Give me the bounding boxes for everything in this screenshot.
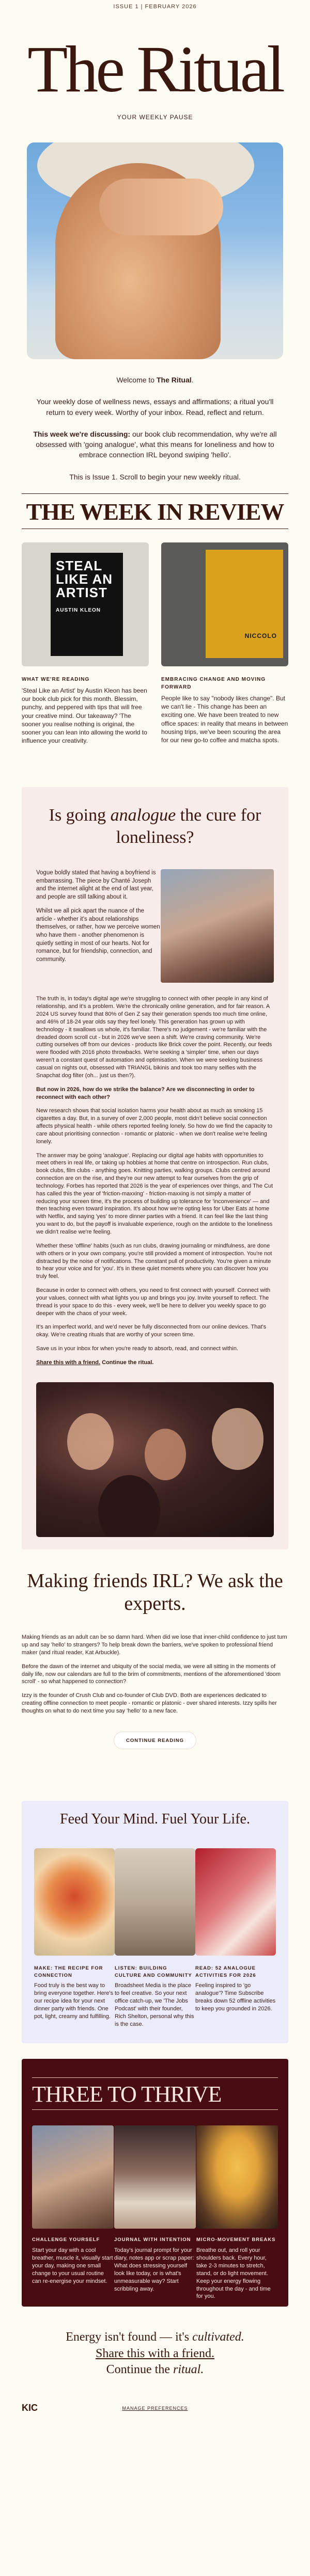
welcome-name: The Ritual — [156, 376, 192, 384]
feed-item-read[interactable] — [195, 1848, 276, 2028]
thrive-grid — [32, 2125, 278, 2300]
outro-line-1-prefix: Energy isn't found — it's — [66, 2330, 193, 2344]
journal-image — [114, 2125, 196, 2229]
thrive-section — [22, 2059, 288, 2307]
party-person-shape — [67, 1413, 114, 1470]
thrive-title: THREE TO THRIVE — [32, 2077, 278, 2110]
outro — [0, 2329, 310, 2378]
analogue-heading-prefix: Is going — [49, 806, 111, 825]
analogue-image — [161, 869, 274, 983]
review-item-change[interactable] — [161, 542, 288, 745]
week-topics-label: This week we're discussing: — [33, 429, 131, 438]
footer — [22, 2401, 288, 2416]
book-cover-author: AUSTIN KLEON — [56, 607, 101, 614]
analogue-heading-italic: analogue — [110, 806, 176, 825]
outro-line-3-italic: ritual. — [173, 2362, 204, 2376]
week-review-grid — [0, 529, 310, 745]
share-suffix: Continue the ritual. — [100, 1359, 154, 1366]
thrive-category: CHALLENGE YOURSELF — [32, 2237, 100, 2243]
analogue-paragraph: It's an imperfect world, and we'd never be fully disconnected from our online devices. That's okay. We're creating rituals that are worthy of your screen time. — [36, 1324, 267, 1338]
week-review-title: THE WEEK IN REVIEW — [22, 493, 288, 529]
feed-text: Feeling inspired to 'go analogue'? Time Subscribe breaks down 52 offline activities to keep you grounded in 2026. — [195, 1982, 276, 2012]
welcome-line — [31, 375, 279, 385]
analogue-paragraph: Save us in your inbox for when you're ready to absorb, read, and connect within. — [36, 1346, 238, 1352]
thrive-category: MICRO-MOVEMENT BREAKS — [196, 2237, 276, 2243]
outro-line-3 — [0, 2362, 310, 2378]
analogue-paragraph: Vogue boldly stated that having a boyfriend is embarrassing. The piece by Chanté Joseph and the internet alight at the end of last year, and people are still talking about it. — [36, 870, 156, 900]
analogue-intro — [36, 869, 274, 983]
intro-blurb: Your weekly dose of wellness news, essays and affirmations; a ritual you'll return to every week. Worthy of your inbox. Read, reflect and return. — [36, 397, 274, 417]
irl-paragraph: Izzy is the founder of Crush Club and co-founder of Club DVD. Both are experiences dedicated to creating offline connection to meet people - romantic or platonic - over shared interests. Izzy spills her thoughts on what to do next time you say 'hello' to a new face. — [22, 1692, 277, 1714]
analogue-heading — [36, 805, 274, 849]
recipe-image — [34, 1848, 115, 1956]
analogue-article — [22, 787, 288, 1549]
outro-line-3-prefix: Continue the — [106, 2362, 173, 2376]
review-text: 'Steal Like an Artist' by Austin Kleon has been our book club pick for this month. Blessim, punchy, and peppered with tips that will free your creative mind. Our takeaway? 'The sooner you realise nothing is original, the sooner you can lean into allowing the world to influence your creativity. — [22, 687, 147, 745]
analogue-paragraph: Whilst we all pick apart the nuance of the article - whether it's about relationships themselves, or rather, how we perceive women who have them - another phenomenon is quietly setting in most of our hearts. Not for romance, but for friendship, connection, and community. — [36, 908, 160, 963]
analogue-intro-text — [36, 869, 161, 983]
welcome-prefix: Welcome to — [116, 376, 157, 384]
scroll-prompt: This is Issue 1. Scroll to begin your new weekly ritual. — [69, 472, 241, 481]
welcome-suffix: . — [191, 376, 194, 384]
book-cover — [51, 553, 123, 656]
tagline: YOUR WEEKLY PAUSE — [117, 114, 193, 121]
feed-text: Broadsheet Media is the place to feel creative. So your next office catch-up, we 'The Jobs Podcast' with their founder, Rich Shelton, personal why this is the case. — [115, 1982, 194, 2027]
share-line — [36, 1359, 274, 1367]
party-person-shape — [145, 1429, 186, 1480]
masthead — [0, 13, 310, 122]
analogue-paragraph: Because in order to connect with others, you need to first connect with yourself. Connect with your values, connect with what lights you up and brings you joy. Invite yourself to reflect. The thread is your space to do this - every week, we'll be here to deliver you weekly space to go deeper with the chaos of your week. — [36, 1287, 271, 1317]
irl-body — [22, 1634, 288, 1715]
feed-category: READ: 52 ANALOGUE ACTIVITIES FOR 2026 — [195, 1965, 256, 1978]
challenge-image — [32, 2125, 114, 2229]
newsletter-title: The Ritual — [27, 33, 283, 106]
analogue-question: But now in 2026, how do we strike the balance? Are we disconnecting in order to reconnect with each other? — [36, 1086, 255, 1100]
irl-paragraph: Before the dawn of the internet and ubiquity of the social media, we were all sitting in the moments of daily life, now our calendars are full to the brim of commitments, mentions of the aforementioned 'doom scroll' - so what happened to connection? — [22, 1663, 281, 1685]
thrive-category: JOURNAL WITH INTENTION — [114, 2237, 191, 2243]
hero-image — [27, 142, 283, 359]
irl-section — [22, 1549, 288, 1615]
irl-paragraph: Making friends as an adult can be so damn hard. When did we lose that inner-child confidence to just turn up and say 'hello' to strangers? To help break down the barriers, we've spoken to professional friend maker (and ritual reader, Kat Arbuckle). — [22, 1634, 287, 1656]
week-topics — [31, 429, 279, 460]
analogue-paragraph: The answer may be going 'analogue'. Replacing our digital age habits with opportunities to meet others in real life, or taking up hobbies at home that centre on introspection. Run clubs, book clubs, film clubs - anything goes. Knitting parties, walking groups. Clubs centred around connection are on the rise, and they're our new attempt to fear ourselves from the grip of technology. Forbes has reported that 2026 is the year of experiences over things, and The Cut has called this the year of 'friction-maxxing' - friction-maxxing is not simply a matter of reducing your screen time, it's the process of building up tolerance for 'inconvenience' — and then teaching even toward inspiration. It's about how we're opting less for Uber Eats at home with Netflix, and saying 'yes' to more dinner parties with a friend. It can feel like the last thing you want to do, but the payoff is invaluable experience, rough on the antidote to the loneliness we didn't realise we're feeling. — [36, 1152, 273, 1236]
issue-label: ISSUE 1 | FEBRUARY 2026 — [113, 4, 197, 10]
thrive-item-movement[interactable] — [196, 2125, 278, 2300]
analogue-heading-suffix: the cure for loneliness? — [116, 806, 261, 847]
party-person-shape — [98, 1475, 160, 1537]
review-text: People like to say "nobody likes change". But we can't lie - This change has been an exciting one. We have been treated to new office spaces: in reality that means in between housing trips, we've been scouring the area for our new go-to coffee and matcha spots. — [161, 695, 288, 744]
hero-hand-shape — [99, 179, 223, 235]
movement-image — [196, 2125, 278, 2229]
book-image — [22, 542, 149, 666]
thrive-text: Today's journal prompt for your diary, notes app or scrap paper: What does stressing yourself look like today, or is what's unmeasurable way? Start scribbling away. — [114, 2247, 194, 2292]
week-topics-text: our book club recommendation, why we're all obsessed with 'going analogue', what this means for loneliness and how to embrace connection IRL beyond swiping 'hello'. — [36, 429, 277, 459]
outro-line-1 — [0, 2329, 310, 2345]
podcast-image — [115, 1848, 195, 1956]
shop-sign: NICCOLO — [206, 550, 283, 658]
continue-reading-button[interactable]: CONTINUE READING — [114, 1732, 196, 1749]
analogue-paragraph: The truth is, in today's digital age we're struggling to connect with other people in any kind of relationship, and it's a problem. We're the chronically online generation, and for fair reason. A 2024 US survey found that 80% of Gen Z say their generation spends too much time online, and 46% of 18-24 year olds say they feel lonely. This generation has grown up with technology - it swallows us whole, it's familiar. There's no judgement - we're familiar with the dreaded doom scroll cut - but in 2026 we've seen a shift. We're craving community. We're cutting ourselves off from our devices - products like Brick cover the point. Recently, our feeds were flooded with 2016 photo throwbacks. We're seeking a 'simpler' time, when our days weren't a constant quest of automation and optimisation. When we were seeking business casual on nights out, obsessed with TRIANGL bikinis and took too many selfies with the Snapchat dog filter (oh... just us then?). — [36, 996, 272, 1079]
brand-logo[interactable]: KIC — [22, 2403, 38, 2413]
feed-title: Feed Your Mind. Fuel Your Life. — [60, 1811, 250, 1827]
outro-share-link[interactable]: Share this with a friend. — [96, 2346, 214, 2360]
analogue-body — [36, 995, 274, 1366]
analogue-paragraph: Whether these 'offline' habits (such as run clubs, drawing journaling or mindfulness, are done with others or in your own company, you're still provided a moment of introspection. You're not distracted by the noise of notifications. The constant pull of productivity. You're given a minute to hear your voice and for 'you'. It's in these quiet moments where you can discover how you truly feel. — [36, 1242, 272, 1280]
feed-grid — [34, 1848, 276, 2028]
party-image — [36, 1382, 274, 1537]
feed-item-make[interactable] — [34, 1848, 115, 2028]
thrive-item-challenge[interactable] — [32, 2125, 114, 2300]
activities-image — [195, 1848, 276, 1956]
shop-sign-image — [161, 542, 288, 666]
feed-text: Food truly is the best way to bring everyone together. Here's our recipe idea for your next dinner party with friends. One pot, light, creamy and fulfilling. — [34, 1982, 114, 2020]
outro-line-1-italic: cultivated. — [192, 2330, 244, 2344]
thrive-text: Start your day with a cool breather, muscle it, visually start your day, making one small change to your usual routine can re-energise your mindset. — [32, 2247, 113, 2284]
intro-section — [0, 359, 310, 482]
thrive-text: Breathe out, and roll your shoulders back. Every hour, take 2-3 minutes to stretch, stand, or do light movement. Keep your energy flowing throughout the day - and time for you. — [196, 2247, 271, 2300]
review-category: EMBRACING CHANGE AND MOVING FORWARD — [161, 677, 266, 691]
share-link[interactable]: Share this with a friend. — [36, 1359, 101, 1366]
feed-section — [22, 1801, 288, 2044]
review-item-reading[interactable] — [22, 542, 149, 745]
manage-preferences-link[interactable]: MANAGE PREFERENCES — [122, 2405, 188, 2411]
book-cover-title: STEAL LIKE AN ARTIST — [56, 558, 113, 601]
feed-category: LISTEN: BUILDING CULTURE AND COMMUNITY — [115, 1965, 192, 1978]
party-person-shape — [212, 1408, 264, 1470]
thrive-item-journal[interactable] — [114, 2125, 196, 2300]
analogue-paragraph: New research shows that social isolation harms your health about as much as smoking 15 cigarettes a day. But, in a survey of over 2,000 people, most didn't believe social connection affects physical health - while others reported feeling lonely. So how do we find the capacity to care about prioritising connection - romantic or platonic - when we don't realise we're feeling lonely. — [36, 1108, 272, 1145]
irl-heading: Making friends IRL? We ask the experts. — [27, 1570, 283, 1614]
feed-item-listen[interactable] — [115, 1848, 195, 2028]
feed-category: MAKE: THE RECIPE FOR CONNECTION — [34, 1965, 103, 1978]
review-category: WHAT WE'RE READING — [22, 677, 90, 683]
